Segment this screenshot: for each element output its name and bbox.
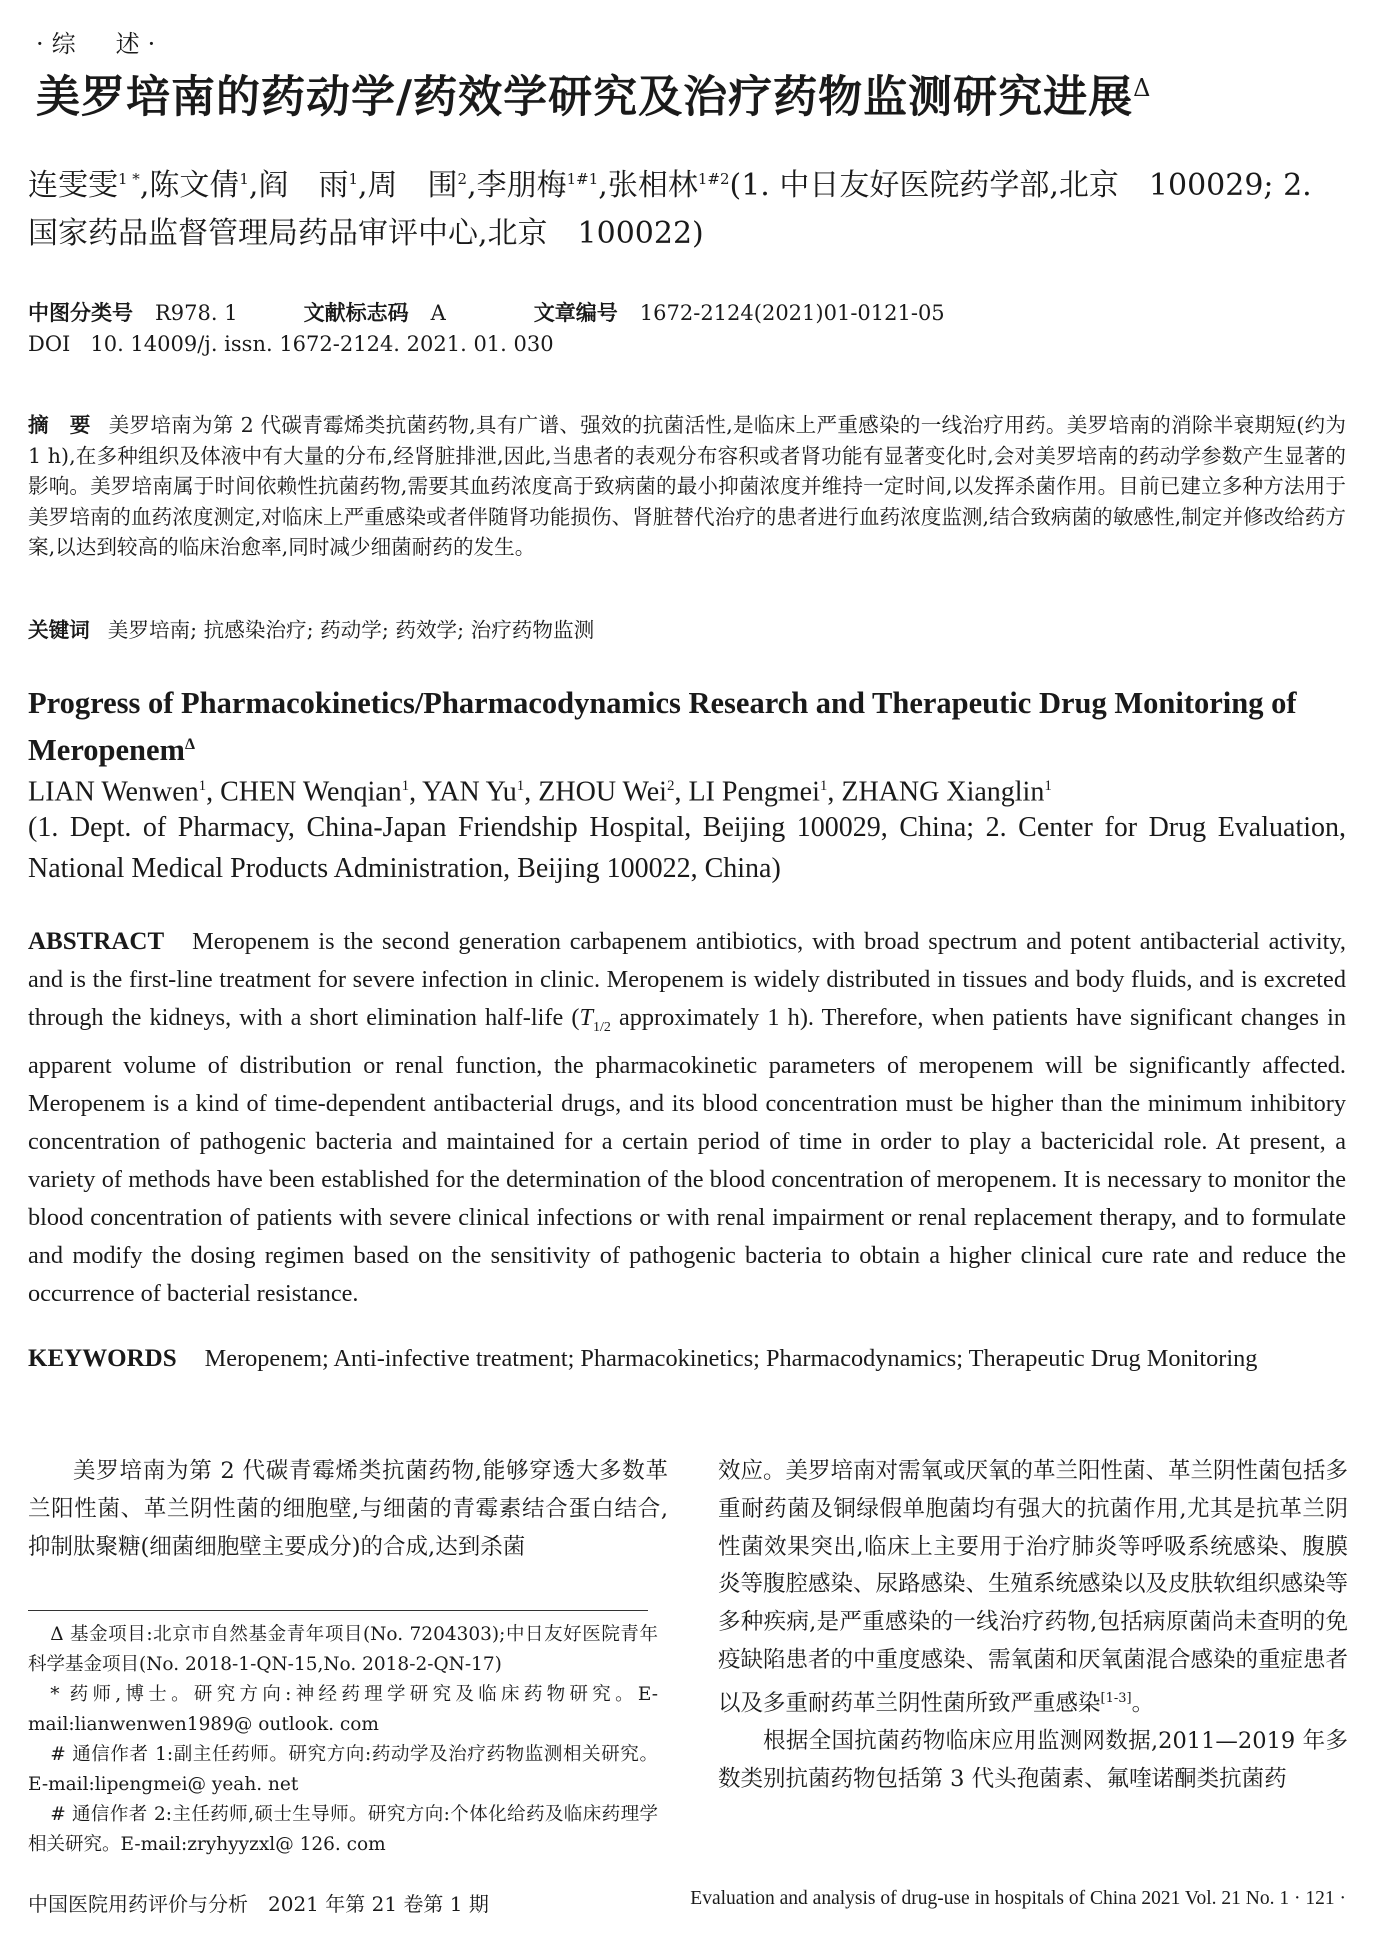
author-affiliation-mark: 1 * [118, 170, 140, 188]
abstract-en-label: ABSTRACT [28, 928, 165, 955]
author-name: 张相林 [607, 168, 698, 203]
author-separator: , [524, 776, 539, 808]
author-name: LIAN Wenwen [28, 776, 199, 808]
author-affiliation-mark: 1 [239, 170, 249, 188]
section-tag: ·综 述· [36, 30, 164, 58]
doi-value: 10. 14009/j. issn. 1672-2124. 2021. 01. 030 [90, 332, 554, 356]
doi-line [28, 332, 554, 356]
author-separator: , [827, 776, 842, 808]
author-affiliation-mark: 1 [1044, 778, 1052, 794]
footer-journal-en: Evaluation and analysis of drug-use in hospitals of China 2021 Vol. 21 No. 1 · 121 · [690, 1888, 1346, 1909]
author-separator: , [206, 776, 221, 808]
doc-code-label: 文献标志码 [303, 301, 409, 325]
author-name: CHEN Wenqian [220, 776, 402, 808]
author-separator: , [467, 168, 477, 203]
author-name: 陈文倩 [149, 168, 240, 203]
authors-cn-list [28, 168, 730, 203]
half-life-subscript: 1/2 [592, 1019, 611, 1035]
author-affiliation-mark: 1 [516, 778, 525, 794]
body-left-column [28, 1453, 668, 1566]
keywords-cn-label: 关键词 [28, 618, 90, 642]
author-separator: , [598, 168, 608, 203]
doc-code-value: A [430, 301, 446, 325]
abstract-cn [28, 410, 1346, 563]
article-title [36, 58, 1356, 128]
title-fund-mark: Δ [1133, 74, 1152, 102]
authors-cn [28, 155, 1348, 258]
abstract-en-text-1: Meropenem is the second generation carbapenem antibiotics, with broad spectrum and potent antibacterial activity, and is the first-line treatment for severe infection in clinic. Meropenem is widely distributed in tissues and body fluids, and is excreted through the kidneys, with a short elimination half-life ( [28, 928, 1346, 1031]
english-title [28, 683, 1346, 771]
author-name: 李朋梅 [476, 168, 567, 203]
citation-ref: [1-3] [1100, 1690, 1132, 1706]
author-name: 周 围 [367, 168, 458, 203]
author-affiliation-mark: 2 [666, 778, 675, 794]
article-no-label: 文章编号 [533, 301, 618, 325]
affiliation-en: (1. Dept. of Pharmacy, China-Japan Friendship Hospital, Beijing 100029, China; 2. Center for Drug Evaluation, National Medical Products Administration, Beijing 100022, China) [28, 812, 1346, 884]
author-name: 连雯雯 [28, 168, 118, 203]
abstract-cn-label: 摘 要 [28, 413, 91, 437]
author-affiliation-mark: 2 [457, 170, 468, 188]
clc-value: R978. 1 [155, 301, 238, 325]
author-affiliation-mark: 1#1 [566, 170, 599, 188]
footnote-corresponding-1: # 通信作者 1:副主任药师。研究方向:药动学及治疗药物监测相关研究。E-mail:lipengmei@ yeah. net [28, 1744, 658, 1795]
author-name: 阎 雨 [258, 168, 349, 203]
english-title-fund-mark: Δ [184, 736, 195, 753]
classification-line [28, 298, 1348, 328]
author-name: ZHANG Xianglin [841, 776, 1045, 808]
author-affiliation-mark: 1 [198, 778, 207, 794]
keywords-en [28, 1340, 1346, 1378]
author-name: LI Pengmei [688, 776, 820, 808]
abstract-cn-text: 美罗培南为第 2 代碳青霉烯类抗菌药物,具有广谱、强效的抗菌活性,是临床上严重感染的一线治疗用药。美罗培南的消除半衰期短(约为 1 h),在多种组织及体液中有大量的分布,经肾脏排泄,因此,当患者的表观分布容积或者肾功能有显著变化时,会对美罗培南的药动学参数产生显著的影响。美罗培南属于时间依赖性抗菌药物,需要其血药浓度高于致病菌的最小抑菌浓度并维持一定时间,以发挥杀菌作用。目前已建立多种方法用于美罗培南的血药浓度测定,对临床上严重感染或者伴随肾功能损伤、肾脏替代治疗的患者进行血药浓度监测,结合致病菌的敏感性,制定并修改给药方案,以达到较高的临床治愈率,同时减少细菌耐药的发生。 [28, 413, 1347, 559]
author-affiliation-mark: 1 [819, 778, 828, 794]
clc-label: 中图分类号 [28, 301, 133, 325]
body-right-paragraph-1 [718, 1453, 1348, 1723]
author-separator: , [139, 168, 150, 203]
affiliation-cn: (1. 中日友好医院药学部,北京 100029; 2. 国家药品监督管理局药品审评中心,北京 100022) [28, 168, 1312, 251]
footnote-corresponding-2: # 通信作者 2:主任药师,硕士生导师。研究方向:个体化给药及临床药理学相关研究。E-mail:zryhyyzxl@ 126. com [28, 1804, 658, 1855]
abstract-en-text-2: approximately 1 h). Therefore, when patients have significant changes in apparent volume of distribution or renal function, the pharmacokinetic parameters of meropenem will be significantly affected. Meropenem is a kind of time-dependent antibacterial drugs, and its blood concentration must be higher than the minimum inhibitory concentration of pathogenic bacteria and maintained for a certain period of time in order to play a bactericidal role. At present, a variety of methods have been established for the determination of the blood concentration of meropenem. It is necessary to monitor the blood concentration of patients with severe clinical infections or with renal impairment or renal replacement therapy, and to formulate and modify the dosing regimen based on the sensitivity of pathogenic bacteria to obtain a higher clinical cure rate and reduce the occurrence of bacterial resistance. [28, 1004, 1346, 1307]
author-affiliation-mark: 1 [401, 778, 410, 794]
article-no-value: 1672-2124(2021)01-0121-05 [639, 301, 945, 325]
english-title-text: Progress of Pharmacokinetics/Pharmacodynamics Research and Therapeutic Drug Monitoring of Meropenem [28, 686, 1297, 768]
keywords-cn [28, 615, 1346, 645]
half-life-symbol: T [579, 1004, 593, 1031]
abstract-en [28, 923, 1346, 1313]
author-name: ZHOU Wei [538, 776, 667, 808]
article-title-text: 美罗培南的药动学/药效学研究及治疗药物监测研究进展 [36, 71, 1134, 123]
footnote-divider [28, 1610, 648, 1611]
author-affiliation-mark: 1 [348, 170, 358, 188]
keywords-en-text: Meropenem; Anti-infective treatment; Pharmacokinetics; Pharmacodynamics; Therapeutic Drug Monitoring [204, 1345, 1258, 1372]
footnote-fund: Δ 基金项目:北京市自然基金青年项目(No. 7204303);中日友好医院青年科学基金项目(No. 2018-1-QN-15,No. 2018-2-QN-17) [28, 1624, 658, 1675]
author-separator: , [358, 168, 368, 203]
author-separator: , [248, 168, 259, 203]
body-right-end: 。 [1131, 1690, 1155, 1717]
footnote-first-author: * 药师,博士。研究方向:神经药理学研究及临床药物研究。E-mail:lianwenwen1989@ outlook. com [28, 1684, 658, 1735]
footnotes [28, 1620, 658, 1860]
doi-label: DOI [28, 332, 71, 356]
body-left-paragraph: 美罗培南为第 2 代碳青霉烯类抗菌药物,能够穿透大多数革兰阳性菌、革兰阴性菌的细胞壁,与细菌的青霉素结合蛋白结合,抑制肽聚糖(细菌细胞壁主要成分)的合成,达到杀菌 [28, 1458, 668, 1560]
body-right-paragraph-2: 根据全国抗菌药物临床应用监测网数据,2011—2019 年多数类别抗菌药物包括第 3 代头孢菌素、氟喹诺酮类抗菌药 [718, 1728, 1348, 1792]
author-separator: , [674, 776, 689, 808]
author-affiliation-mark: 1#2 [697, 170, 730, 188]
author-separator: , [409, 776, 423, 808]
body-right-text-1: 效应。美罗培南对需氧或厌氧的革兰阳性菌、革兰阴性菌包括多重耐药菌及铜绿假单胞菌均有强大的抗菌作用,尤其是抗革兰阴性菌效果突出,临床上主要用于治疗肺炎等呼吸系统感染、腹膜炎等腹腔感染、尿路感染、生殖系统感染以及皮肤软组织感染等多种疾病,是严重感染的一线治疗药物,包括病原菌尚未查明的免疫缺陷患者的中重度感染、需氧菌和厌氧菌混合感染的重症患者以及多重耐药革兰阴性菌所致严重感染 [718, 1458, 1349, 1717]
body-right-column [718, 1453, 1348, 1799]
author-name: YAN Yu [422, 776, 517, 808]
footer-journal-cn: 中国医院用药评价与分析 2021 年第 21 卷第 1 期 [28, 1892, 489, 1916]
keywords-cn-text: 美罗培南; 抗感染治疗; 药动学; 药效学; 治疗药物监测 [107, 618, 595, 642]
keywords-en-label: KEYWORDS [28, 1345, 177, 1372]
